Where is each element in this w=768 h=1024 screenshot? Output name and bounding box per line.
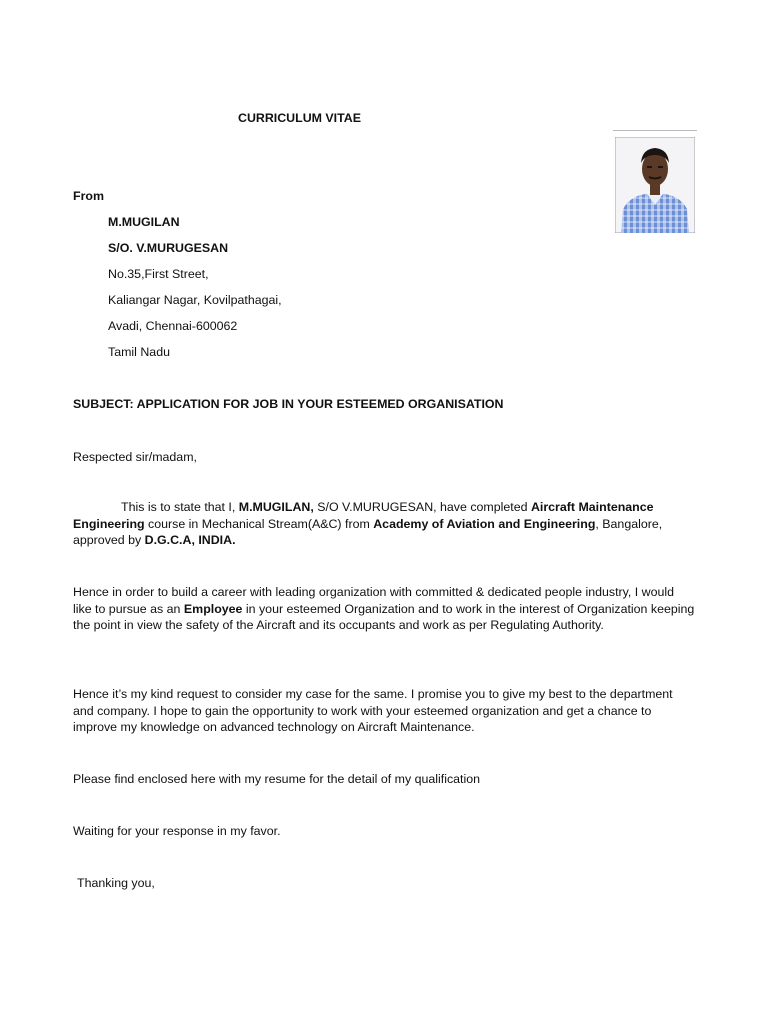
sender-name: M.MUGILAN <box>108 215 180 229</box>
para1-academy: Academy of Aviation and Engineering <box>373 516 596 531</box>
paragraph-career <box>73 584 695 634</box>
para1-text-g: , Bangalore, approved by <box>73 516 663 548</box>
para1-text-e: course in Mechanical Stream(A&C) from <box>144 516 374 531</box>
document-title: CURRICULUM VITAE <box>238 111 361 125</box>
subject-line: SUBJECT: APPLICATION FOR JOB IN YOUR ESTEEMED ORGANISATION <box>73 397 504 411</box>
para1-text-a: This is to state that I, <box>121 500 239 514</box>
sender-state: Tamil Nadu <box>108 345 170 359</box>
sender-parent: S/O. V.MURUGESAN <box>108 241 229 255</box>
salutation: Respected sir/madam, <box>73 450 197 464</box>
paragraph-waiting: Waiting for your response in my favor. <box>73 824 281 838</box>
paragraph-enclosure: Please find enclosed here with my resume for the detail of my qualification <box>73 772 481 786</box>
from-label: From <box>73 189 104 203</box>
para1-course: Aircraft Maintenance Engineering <box>73 500 654 531</box>
paragraph-request: Hence it’s my kind request to consider my case for the same. I promise you to give my best to the department and company. I hope to gain the opportunity to work with your esteemed organization and get a chance to improve my knowledge on advanced technology on Aircraft Maintenance. <box>73 687 673 735</box>
para2-text-a: Hence in order to build a career with leading organization with committed & dedicated people industry, I would like to pursue as an <box>73 585 675 616</box>
paragraph-intro <box>73 499 695 549</box>
profile-photo <box>613 130 697 234</box>
sender-address-line-1: No.35,First Street, <box>108 267 209 281</box>
para2-text-c: in your esteemed Organization and to work in the interest of Organization keeping the point in view the safety of the Aircraft and its occupants and work as per Regulating Authority. <box>73 601 695 633</box>
sender-address-line-2: Kaliangar Nagar, Kovilpathagai, <box>108 293 282 307</box>
sender-address-line-3: Avadi, Chennai-600062 <box>108 319 238 333</box>
para1-authority: D.G.C.A, INDIA. <box>144 533 236 548</box>
profile-photo-image <box>615 137 695 233</box>
para1-name: M.MUGILAN, <box>238 500 314 514</box>
para1-text-c: S/O V.MURUGESAN, have completed <box>313 500 531 514</box>
para2-employee: Employee <box>183 601 243 616</box>
closing: Thanking you, <box>77 876 155 890</box>
